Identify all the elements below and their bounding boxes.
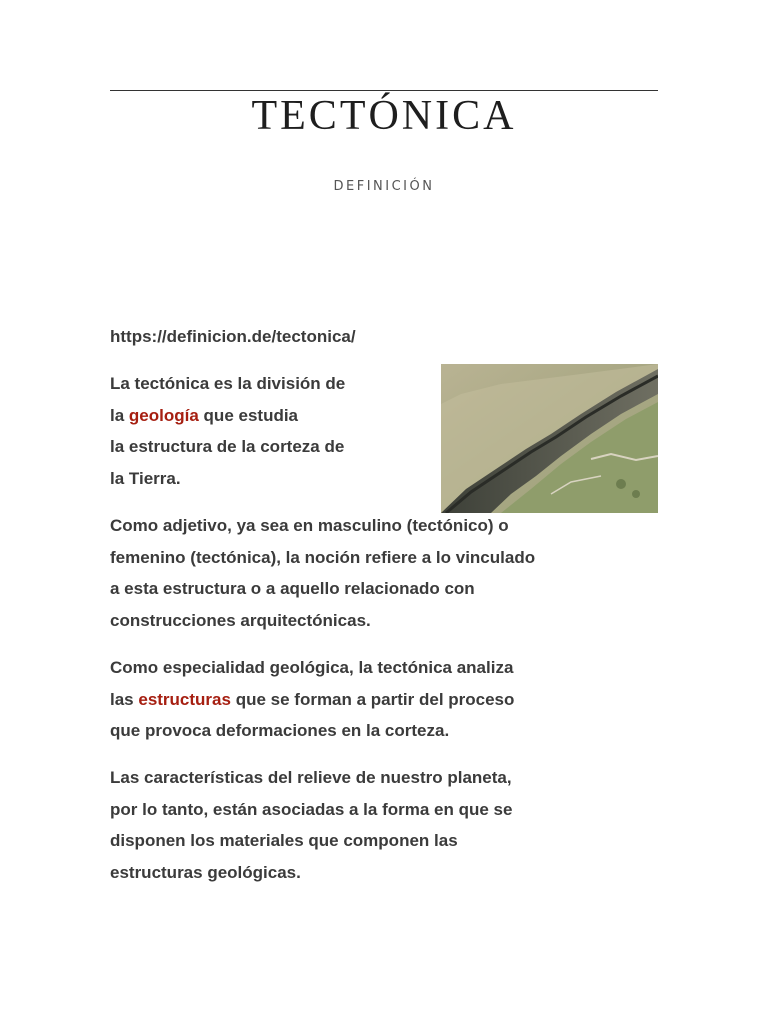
text-line: la estructura de la corteza de <box>110 437 345 456</box>
source-link[interactable]: https://definicion.de/tectonica/ <box>110 327 356 346</box>
text-line: Como especialidad geológica, la tectónica analiza <box>110 658 514 677</box>
text-line: disponen los materiales que componen las <box>110 831 458 850</box>
text-span: las <box>110 689 139 709</box>
text-span: que se forman a partir del proceso <box>235 689 515 709</box>
text-span: la <box>110 405 129 425</box>
text-line: que provoca deformaciones en la corteza. <box>110 721 450 740</box>
text-line: La tectónica es la división de <box>110 374 346 393</box>
paragraph-adjective <box>110 510 670 636</box>
text-line: estructuras geológicas. <box>110 862 301 882</box>
text-line: Como adjetivo, ya sea en masculino (tectónico) o <box>110 516 509 535</box>
text-line: construcciones arquitectónicas. <box>110 610 371 630</box>
geologia-link[interactable]: geología <box>128 405 199 425</box>
paragraph-intro <box>110 368 430 494</box>
text-line <box>110 400 430 432</box>
text-span: que estudia <box>203 405 299 425</box>
text-line: a esta estructura o a aquello relacionado con <box>110 579 475 598</box>
text-line: por lo tanto, están asociadas a la forma en que se <box>110 799 513 819</box>
page-subtitle: DEFINICIÓN <box>333 179 435 194</box>
estructuras-link[interactable]: estructuras <box>138 689 231 709</box>
text-line <box>110 684 670 716</box>
text-line: Las características del relieve de nuestro planeta, <box>110 768 512 787</box>
page-title: TECTÓNICA <box>251 93 517 139</box>
text-line: femenino (tectónica), la noción refiere a lo vinculado <box>110 547 536 567</box>
paragraph-relief <box>110 762 670 888</box>
top-rule <box>110 90 658 91</box>
text-line: la Tierra. <box>110 468 181 488</box>
rift-fault-photo <box>441 364 658 513</box>
paragraph-specialty <box>110 652 670 747</box>
